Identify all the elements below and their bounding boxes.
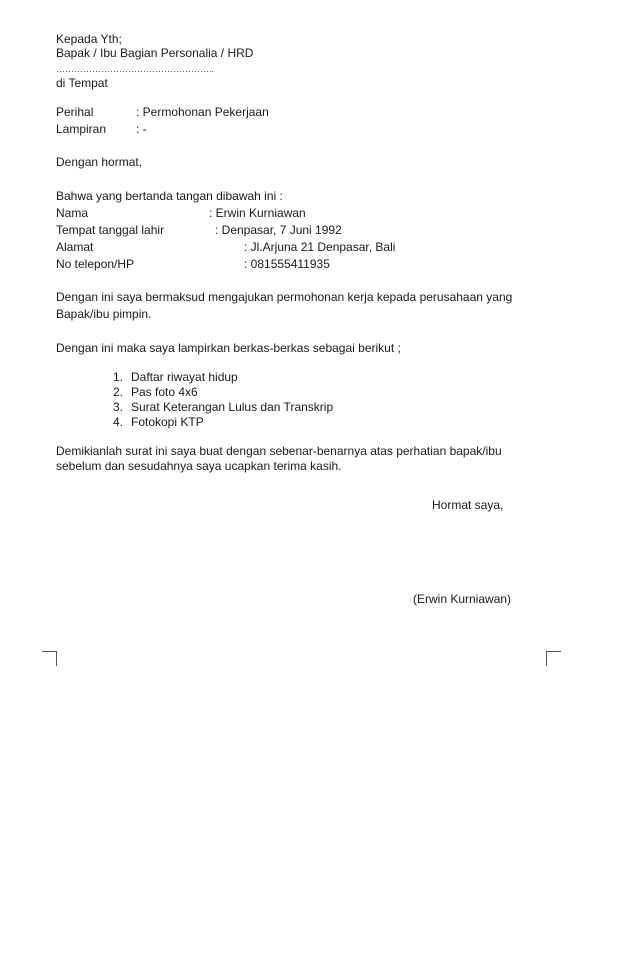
recipient-dotted-line: …………………………………………….. — [56, 64, 215, 74]
lampiran-label: Lampiran — [56, 122, 107, 136]
ttl-label: Tempat tanggal lahir — [56, 223, 165, 237]
telp-label: No telepon/HP — [56, 257, 135, 271]
telp-value: : 081555411935 — [244, 257, 330, 271]
attachment-number: 1. — [113, 370, 124, 384]
attachment-item — [113, 370, 238, 385]
paragraph1-line2: Bapak/ibu pimpin. — [56, 307, 152, 321]
alamat-label: Alamat — [56, 240, 94, 254]
paragraph1-line1: Dengan ini saya bermaksud mengajukan permohonan kerja kepada perusahaan yang — [56, 290, 513, 304]
attachment-text: Surat Keterangan Lulus dan Transkrip — [131, 400, 334, 414]
recipient-line-1: Kepada Yth; — [56, 32, 122, 46]
attachment-text: Daftar riwayat hidup — [131, 370, 238, 384]
recipient-line-4: di Tempat — [56, 76, 108, 90]
attachment-text: Pas foto 4x6 — [131, 385, 198, 399]
greeting: Dengan hormat, — [56, 155, 143, 169]
attachment-number: 4. — [113, 415, 124, 429]
nama-label: Nama — [56, 206, 89, 220]
paragraph2: Dengan ini maka saya lampirkan berkas-berkas sebagai berikut ; — [56, 341, 401, 355]
perihal-label: Perihal — [56, 105, 94, 119]
attachment-item — [113, 385, 198, 400]
attachment-text: Fotokopi KTP — [131, 415, 204, 429]
attachment-number: 3. — [113, 400, 124, 414]
recipient-line-2: Bapak / Ibu Bagian Personalia / HRD — [56, 46, 254, 60]
nama-value: : Erwin Kurniawan — [209, 206, 306, 220]
signature-salutation: Hormat saya, — [432, 498, 504, 512]
signature-name: (Erwin Kurniawan) — [413, 592, 512, 606]
attachment-number: 2. — [113, 385, 124, 399]
attachment-item — [113, 415, 204, 430]
alamat-value: : Jl.Arjuna 21 Denpasar, Bali — [244, 240, 396, 254]
page-corner-mark-left — [42, 651, 57, 666]
lampiran-value: : - — [136, 122, 147, 136]
intro-text: Bahwa yang bertanda tangan dibawah ini : — [56, 189, 283, 203]
ttl-value: : Denpasar, 7 Juni 1992 — [215, 223, 342, 237]
closing-line2: sebelum dan sesudahnya saya ucapkan terima kasih. — [56, 459, 342, 473]
attachment-item — [113, 400, 333, 415]
perihal-value: : Permohonan Pekerjaan — [136, 105, 269, 119]
closing-line1: Demikianlah surat ini saya buat dengan sebenar-benarnya atas perhatian bapak/ibu — [56, 444, 502, 458]
page-corner-mark-right — [546, 651, 561, 666]
